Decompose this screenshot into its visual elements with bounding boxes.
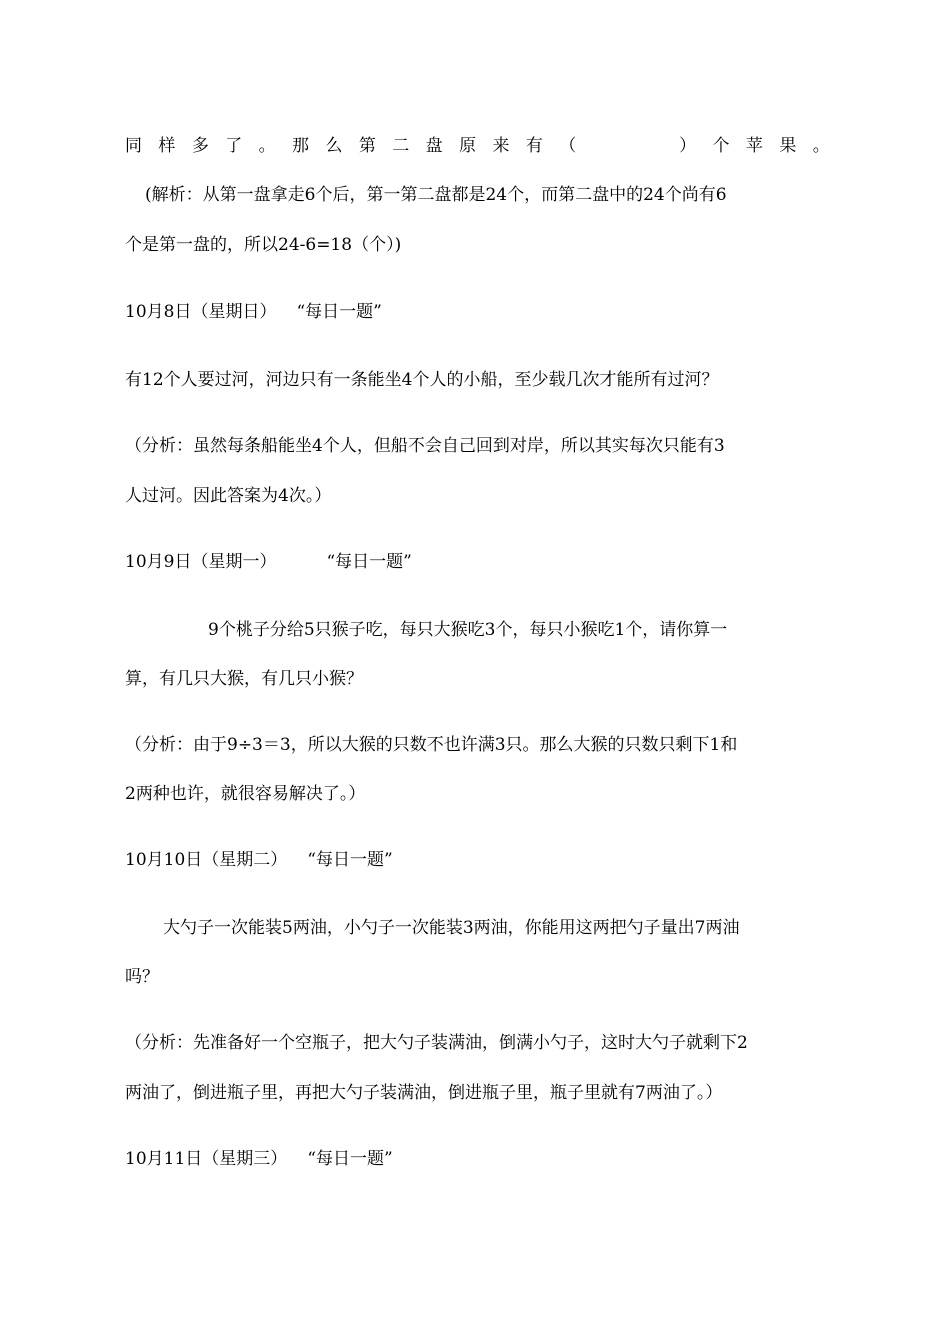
heading-title: “每日一题”: [296, 302, 382, 322]
daily-heading-oct10: [125, 848, 830, 872]
heading-date: 10月9日（星期一）: [125, 552, 277, 572]
analysis-oct10-1: （分析：先准备好一个空瓶子，把大勺子装满油，倒满小勺子，这时大勺子就剩下2: [125, 1033, 748, 1053]
analysis-oct9-1: （分析：由于9÷3＝3，所以大猴的只数不也许满3只。那么大猴的只数只剩下1和: [125, 735, 738, 755]
heading-date: 10月10日（星期二）: [125, 850, 288, 870]
question-oct9-1: 9个桃子分给5只猴子吃，每只大猴吃3个，每只小猴吃1个，请你算一: [208, 620, 728, 640]
analysis-oct9-2: 2两种也许，就很容易解决了。）: [125, 784, 366, 804]
daily-heading-oct11: [125, 1147, 830, 1171]
question-oct10-1: 大勺子一次能装5两油，小勺子一次能装3两油，你能用这两把勺子量出7两油: [163, 918, 740, 938]
analysis-text-2: 个是第一盘的，所以24-6=18（个）): [125, 235, 402, 255]
heading-title: “每日一题”: [326, 552, 412, 572]
heading-title: “每日一题”: [307, 850, 393, 870]
daily-heading-oct9: [125, 550, 830, 574]
daily-heading-oct8: [125, 300, 830, 324]
question-oct8: 有12个人要过河，河边只有一条能坐4个人的小船，至少载几次才能所有过河？: [125, 370, 719, 390]
analysis-oct8-2: 人过河。因此答案为4次。）: [125, 486, 332, 506]
heading-date: 10月8日（星期日）: [125, 302, 277, 322]
question-oct10-2: 吗？: [125, 967, 159, 987]
problem-continuation-line: 同 样 多 了 。 那 么 第 二 盘 原 来 有 （ ） 个 苹 果 。: [125, 136, 830, 156]
analysis-text-1: (解析：从第一盘拿走6个后，第一第二盘都是24个，而第二盘中的24个尚有6: [145, 185, 727, 205]
analysis-oct10-2: 两油了，倒进瓶子里，再把大勺子装满油，倒进瓶子里，瓶子里就有7两油了。）: [125, 1083, 723, 1103]
heading-date: 10月11日（星期三）: [125, 1149, 288, 1169]
question-oct9-2: 算，有几只大猴，有几只小猴？: [125, 669, 363, 689]
analysis-oct8-1: （分析：虽然每条船能坐4个人，但船不会自己回到对岸，所以其实每次只能有3: [125, 436, 725, 456]
heading-title: “每日一题”: [307, 1149, 393, 1169]
